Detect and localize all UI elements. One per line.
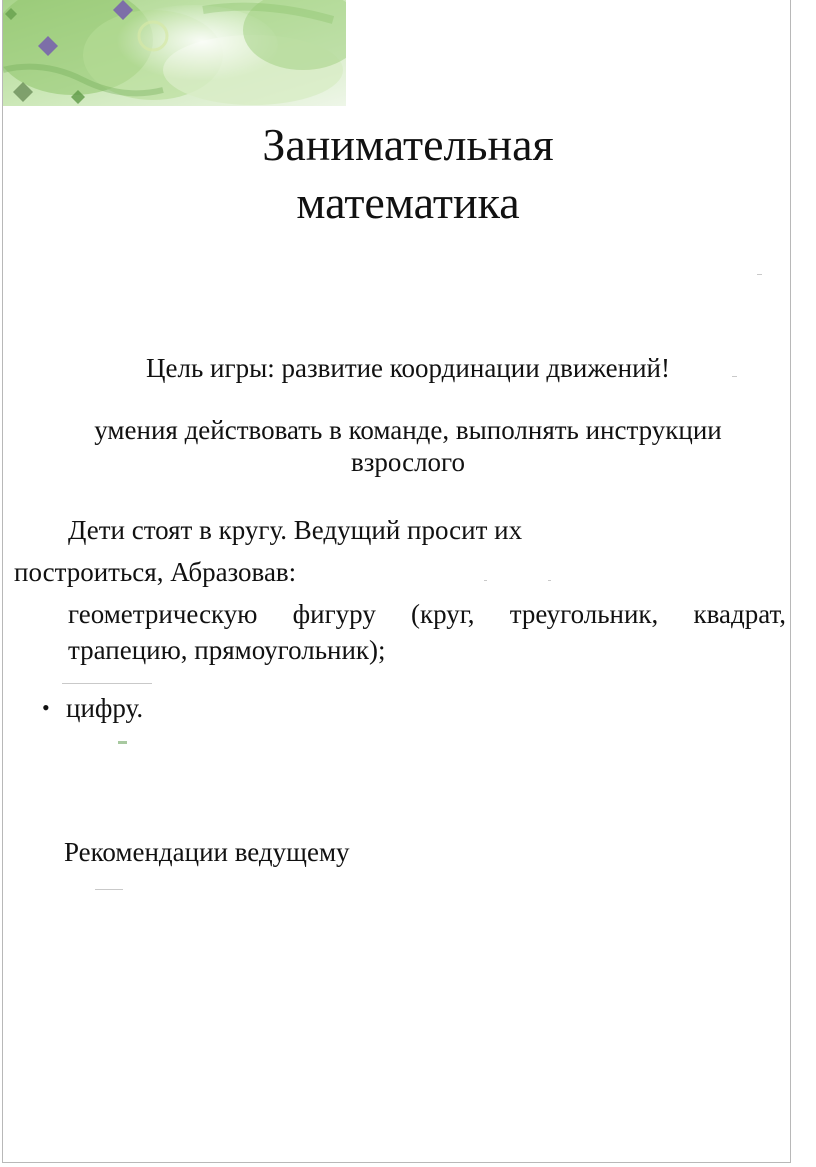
scan-artifact bbox=[732, 376, 737, 377]
title-line-2: математика bbox=[296, 177, 520, 228]
game-goal: Цель игры: развитие координации движений! bbox=[146, 353, 670, 383]
list-item-digit-text: цифру. bbox=[66, 693, 144, 723]
bullet-icon: • bbox=[42, 695, 50, 720]
scan-artifact bbox=[548, 580, 551, 581]
scan-artifact bbox=[484, 580, 487, 581]
title-line-1: Занимательная bbox=[262, 119, 554, 170]
page-title bbox=[0, 116, 816, 232]
paragraph-line-2: построиться, Абразовав: bbox=[14, 557, 297, 587]
skills-text: умения действовать в команде, выполнять инструкции взрослого bbox=[94, 415, 722, 477]
scan-artifact bbox=[62, 683, 152, 684]
leaf-pattern-image bbox=[3, 0, 346, 106]
list-item-shapes: геометрическую фигуру (круг, треугольник, квадрат, трапецию, прямоугольник); bbox=[68, 599, 786, 665]
scan-artifact bbox=[118, 741, 127, 744]
paragraph-line-1: Дети стоят в кругу. Ведущий просит их bbox=[68, 515, 523, 545]
list-item-digit bbox=[42, 692, 143, 724]
recommendations-heading: Рекомендации ведущему bbox=[64, 837, 350, 867]
scan-artifact bbox=[757, 274, 762, 275]
scan-artifact bbox=[95, 889, 123, 890]
